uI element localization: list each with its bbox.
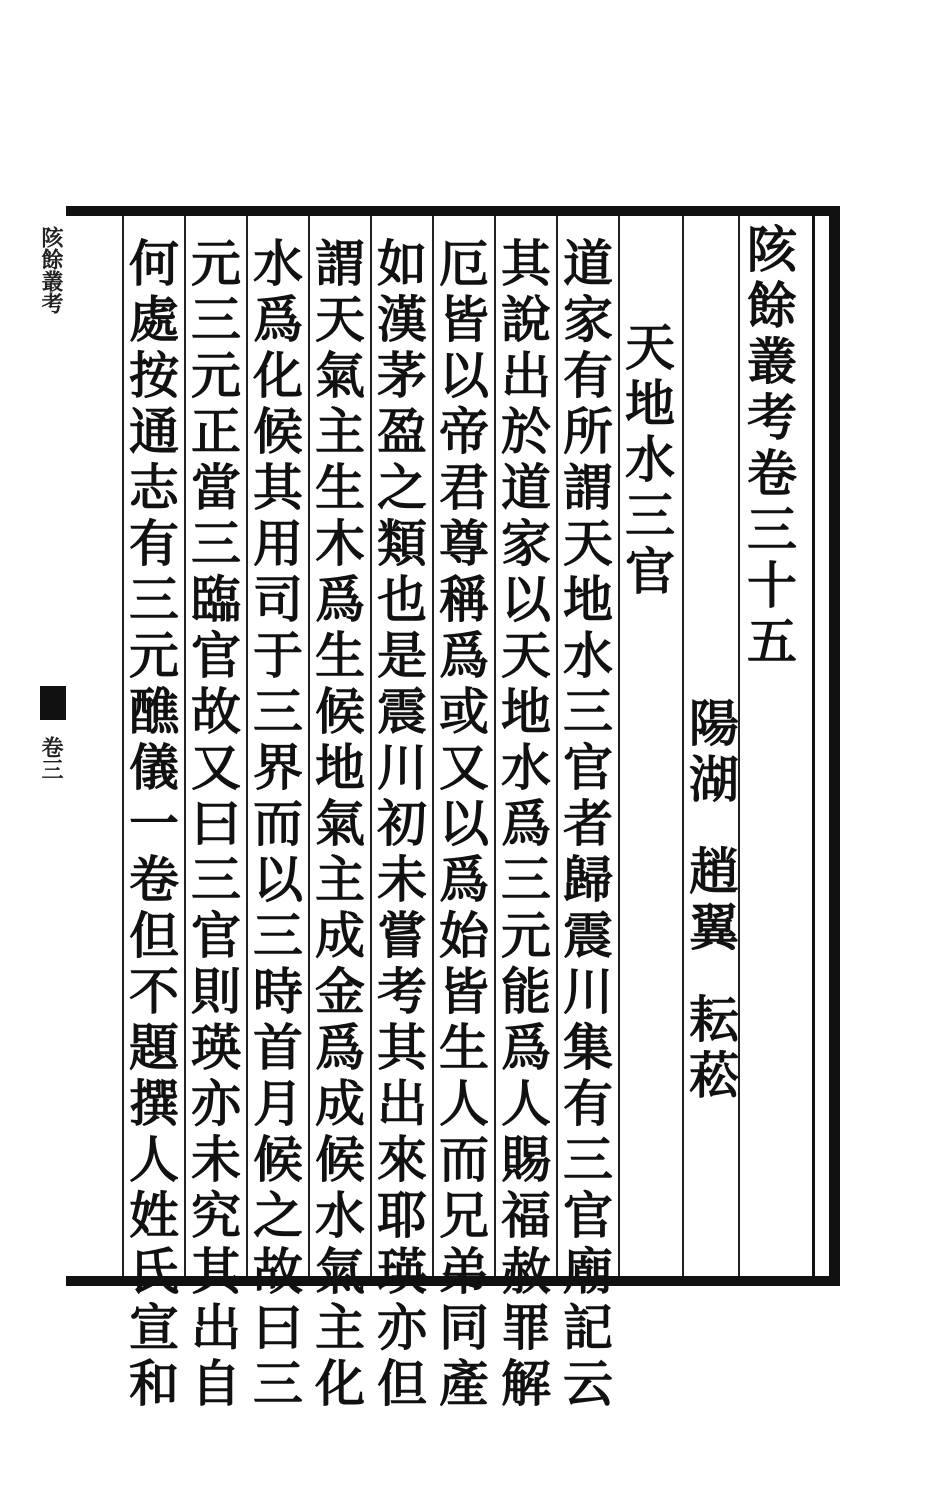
glyph: 候 <box>315 1130 365 1189</box>
frame-top-rule <box>66 206 840 216</box>
glyph: 爲 <box>439 850 489 909</box>
glyph: 謂 <box>315 234 365 293</box>
glyph: 卷 <box>747 444 797 503</box>
text-column-6 <box>250 236 306 1412</box>
glyph: 姓 <box>129 1186 179 1245</box>
text-column-7 <box>188 236 244 1412</box>
glyph: 也 <box>377 570 427 629</box>
glyph: 月 <box>253 1074 303 1133</box>
glyph: 記 <box>563 1298 613 1357</box>
section-heading <box>622 320 678 600</box>
glyph: 三 <box>191 290 241 349</box>
glyph: 有 <box>563 346 613 405</box>
column-divider <box>370 216 372 1276</box>
glyph: 三 <box>563 682 613 741</box>
author-style-name <box>686 992 742 1104</box>
glyph: 其 <box>253 458 303 517</box>
column-divider <box>246 216 248 1276</box>
glyph: 皆 <box>439 290 489 349</box>
glyph: 官 <box>191 906 241 965</box>
glyph: 陽 <box>689 694 739 753</box>
frame-right-rule <box>829 206 840 1286</box>
glyph: 天 <box>315 290 365 349</box>
glyph: 解 <box>501 1354 551 1413</box>
glyph: 赦 <box>501 1242 551 1301</box>
glyph: 儀 <box>129 738 179 797</box>
glyph: 是 <box>377 626 427 685</box>
column-divider <box>494 216 496 1276</box>
glyph: 三 <box>191 850 241 909</box>
glyph: 但 <box>377 1354 427 1413</box>
text-column-2 <box>498 236 554 1412</box>
glyph: 人 <box>439 1074 489 1133</box>
glyph: 天 <box>563 514 613 573</box>
glyph: 而 <box>439 1130 489 1189</box>
column-divider <box>308 216 310 1276</box>
glyph: 如 <box>377 234 427 293</box>
glyph: 成 <box>315 1074 365 1133</box>
glyph: 賜 <box>501 1130 551 1189</box>
glyph: 水 <box>253 234 303 293</box>
glyph: 三 <box>191 514 241 573</box>
glyph: 說 <box>501 290 551 349</box>
glyph: 其 <box>191 1242 241 1301</box>
glyph: 元 <box>129 626 179 685</box>
glyph: 歸 <box>563 850 613 909</box>
glyph: 五 <box>747 612 797 671</box>
margin-fragment-volume: 卷三 <box>38 736 64 780</box>
glyph: 云 <box>563 1354 613 1413</box>
glyph: 志 <box>129 458 179 517</box>
glyph: 主 <box>315 1298 365 1357</box>
glyph: 曰 <box>253 1298 303 1357</box>
glyph: 元 <box>191 234 241 293</box>
glyph: 產 <box>439 1354 489 1413</box>
glyph: 主 <box>315 850 365 909</box>
glyph: 其 <box>501 234 551 293</box>
glyph: 考 <box>747 388 797 447</box>
glyph: 卷 <box>129 850 179 909</box>
glyph: 爲 <box>315 570 365 629</box>
glyph: 於 <box>501 402 551 461</box>
author-line <box>686 696 742 1104</box>
glyph: 生 <box>315 626 365 685</box>
glyph: 究 <box>191 1186 241 1245</box>
glyph: 川 <box>563 962 613 1021</box>
glyph: 者 <box>563 794 613 853</box>
glyph: 川 <box>377 738 427 797</box>
column-divider <box>556 216 558 1276</box>
glyph: 集 <box>563 1018 613 1077</box>
block-margin-strip <box>0 216 66 1276</box>
glyph: 水 <box>315 1186 365 1245</box>
glyph: 化 <box>315 1354 365 1413</box>
glyph: 菘 <box>689 1046 739 1105</box>
glyph: 初 <box>377 794 427 853</box>
glyph: 耶 <box>377 1186 427 1245</box>
glyph: 官 <box>563 1186 613 1245</box>
glyph: 以 <box>439 794 489 853</box>
glyph: 帝 <box>439 402 489 461</box>
column-divider <box>184 216 186 1276</box>
glyph: 類 <box>377 514 427 573</box>
glyph: 元 <box>501 906 551 965</box>
glyph: 又 <box>191 738 241 797</box>
glyph: 廟 <box>563 1242 613 1301</box>
glyph: 震 <box>563 906 613 965</box>
glyph: 氣 <box>315 346 365 405</box>
glyph: 而 <box>253 794 303 853</box>
glyph: 能 <box>501 962 551 1021</box>
text-column-1 <box>560 236 616 1412</box>
glyph: 當 <box>191 458 241 517</box>
glyph: 爲 <box>501 794 551 853</box>
glyph: 出 <box>191 1298 241 1357</box>
glyph: 翼 <box>689 898 739 957</box>
glyph: 爲 <box>253 290 303 349</box>
glyph: 天 <box>501 626 551 685</box>
glyph: 按 <box>129 346 179 405</box>
glyph: 人 <box>129 1130 179 1189</box>
glyph: 水 <box>625 430 675 489</box>
glyph: 人 <box>501 1074 551 1133</box>
glyph: 三 <box>129 570 179 629</box>
glyph: 家 <box>563 290 613 349</box>
glyph: 以 <box>501 570 551 629</box>
glyph: 三 <box>625 486 675 545</box>
glyph: 漢 <box>377 290 427 349</box>
glyph: 成 <box>315 906 365 965</box>
glyph: 官 <box>191 626 241 685</box>
glyph: 宣 <box>129 1298 179 1357</box>
frame-inner-rule <box>812 216 815 1276</box>
glyph: 謂 <box>563 458 613 517</box>
glyph: 撰 <box>129 1074 179 1133</box>
glyph: 地 <box>625 374 675 433</box>
glyph: 何 <box>129 234 179 293</box>
glyph: 十 <box>747 556 797 615</box>
glyph: 所 <box>563 402 613 461</box>
glyph: 三 <box>747 500 797 559</box>
glyph: 首 <box>253 1018 303 1077</box>
glyph: 爲 <box>315 1018 365 1077</box>
glyph: 故 <box>253 1242 303 1301</box>
glyph: 故 <box>191 682 241 741</box>
glyph: 和 <box>129 1354 179 1413</box>
glyph: 候 <box>253 402 303 461</box>
author-name <box>686 844 742 956</box>
glyph: 耘 <box>689 990 739 1049</box>
glyph: 水 <box>563 626 613 685</box>
glyph: 通 <box>129 402 179 461</box>
glyph: 瑛 <box>377 1242 427 1301</box>
glyph: 出 <box>501 346 551 405</box>
glyph: 或 <box>439 682 489 741</box>
glyph: 餘 <box>747 276 797 335</box>
glyph: 主 <box>315 402 365 461</box>
glyph: 同 <box>439 1298 489 1357</box>
fish-tail-mark-icon <box>40 686 66 720</box>
glyph: 三 <box>253 1354 303 1413</box>
glyph: 尊 <box>439 514 489 573</box>
glyph: 木 <box>315 514 365 573</box>
glyph: 罪 <box>501 1298 551 1357</box>
column-divider <box>432 216 434 1276</box>
book-title <box>744 222 800 670</box>
glyph: 弟 <box>439 1242 489 1301</box>
author-place <box>686 696 742 808</box>
glyph: 化 <box>253 346 303 405</box>
glyph: 地 <box>315 738 365 797</box>
glyph: 司 <box>253 570 303 629</box>
glyph: 則 <box>191 962 241 1021</box>
glyph: 陔 <box>747 220 797 279</box>
glyph: 其 <box>377 1018 427 1077</box>
glyph: 候 <box>253 1130 303 1189</box>
glyph: 三 <box>253 906 303 965</box>
column-divider <box>122 216 124 1276</box>
glyph: 兄 <box>439 1186 489 1245</box>
glyph: 地 <box>563 570 613 629</box>
glyph: 亦 <box>191 1074 241 1133</box>
glyph: 醮 <box>129 682 179 741</box>
glyph: 未 <box>377 850 427 909</box>
glyph: 有 <box>129 514 179 573</box>
glyph: 叢 <box>747 332 797 391</box>
glyph: 用 <box>253 514 303 573</box>
glyph: 之 <box>253 1186 303 1245</box>
glyph: 氣 <box>315 1242 365 1301</box>
glyph: 元 <box>191 346 241 405</box>
glyph: 考 <box>377 962 427 1021</box>
glyph: 官 <box>563 738 613 797</box>
glyph: 道 <box>501 458 551 517</box>
glyph: 天 <box>625 318 675 377</box>
text-column-4 <box>374 236 430 1412</box>
column-divider <box>682 216 684 1276</box>
glyph: 三 <box>501 850 551 909</box>
glyph: 茅 <box>377 346 427 405</box>
glyph: 以 <box>439 346 489 405</box>
glyph: 一 <box>129 794 179 853</box>
glyph: 嘗 <box>377 906 427 965</box>
glyph: 自 <box>191 1354 241 1413</box>
glyph: 金 <box>315 962 365 1021</box>
glyph: 之 <box>377 458 427 517</box>
glyph: 家 <box>501 514 551 573</box>
column-divider <box>618 216 620 1276</box>
glyph: 有 <box>563 1074 613 1133</box>
glyph: 時 <box>253 962 303 1021</box>
glyph: 厄 <box>439 234 489 293</box>
glyph: 君 <box>439 458 489 517</box>
glyph: 候 <box>315 682 365 741</box>
glyph: 水 <box>501 738 551 797</box>
glyph: 稱 <box>439 570 489 629</box>
glyph: 地 <box>501 682 551 741</box>
glyph: 三 <box>563 1130 613 1189</box>
glyph: 氣 <box>315 794 365 853</box>
glyph: 又 <box>439 738 489 797</box>
glyph: 盈 <box>377 402 427 461</box>
text-column-5 <box>312 236 368 1412</box>
glyph: 道 <box>563 234 613 293</box>
glyph: 爲 <box>501 1018 551 1077</box>
glyph: 官 <box>625 542 675 601</box>
glyph: 來 <box>377 1130 427 1189</box>
glyph: 生 <box>439 1018 489 1077</box>
glyph: 正 <box>191 402 241 461</box>
glyph: 不 <box>129 962 179 1021</box>
glyph: 福 <box>501 1186 551 1245</box>
text-column-8 <box>126 236 182 1412</box>
glyph: 亦 <box>377 1298 427 1357</box>
margin-fragment-title: 陔餘叢考 <box>38 226 64 314</box>
glyph: 臨 <box>191 570 241 629</box>
glyph: 曰 <box>191 794 241 853</box>
glyph: 三 <box>253 682 303 741</box>
text-column-3 <box>436 236 492 1412</box>
glyph: 未 <box>191 1130 241 1189</box>
glyph: 瑛 <box>191 1018 241 1077</box>
glyph: 出 <box>377 1074 427 1133</box>
glyph: 始 <box>439 906 489 965</box>
glyph: 生 <box>315 458 365 517</box>
glyph: 以 <box>253 850 303 909</box>
glyph: 震 <box>377 682 427 741</box>
glyph: 于 <box>253 626 303 685</box>
glyph: 氏 <box>129 1242 179 1301</box>
glyph: 但 <box>129 906 179 965</box>
glyph: 湖 <box>689 750 739 809</box>
glyph: 界 <box>253 738 303 797</box>
glyph: 題 <box>129 1018 179 1077</box>
glyph: 皆 <box>439 962 489 1021</box>
glyph: 處 <box>129 290 179 349</box>
glyph: 趙 <box>689 842 739 901</box>
glyph: 爲 <box>439 626 489 685</box>
